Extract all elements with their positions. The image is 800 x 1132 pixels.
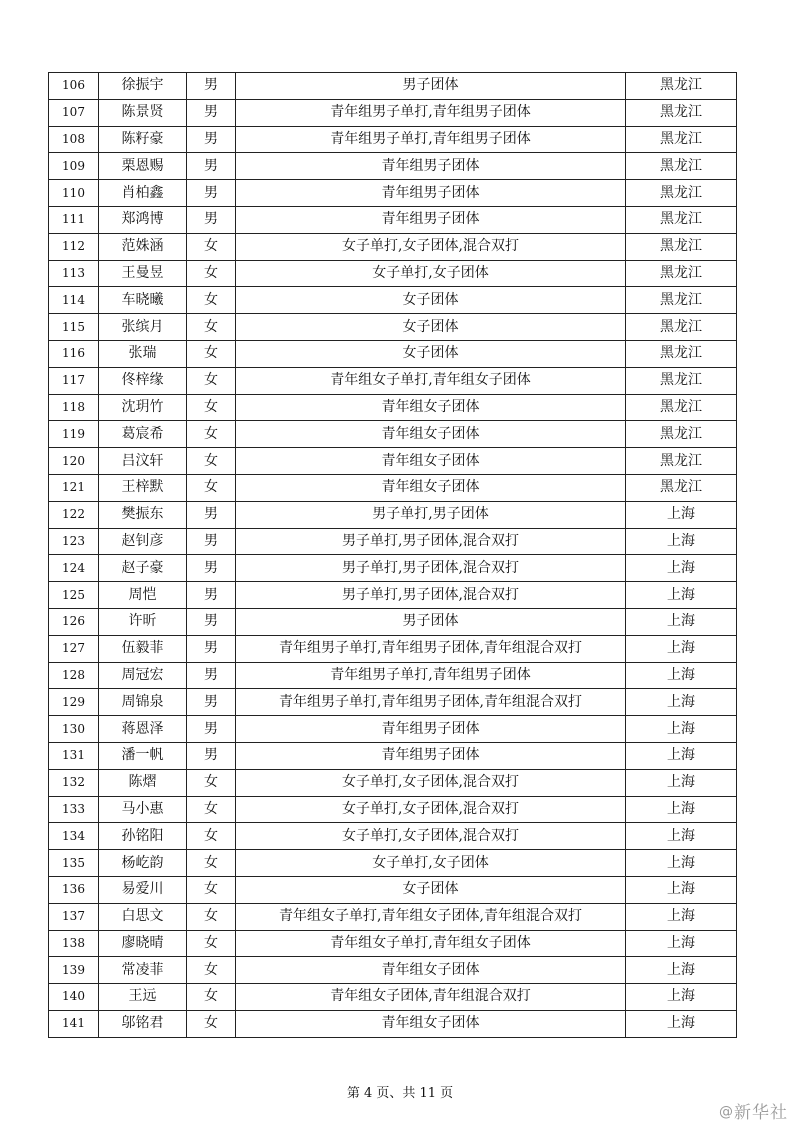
events-cell: 青年组女子单打,青年组女子团体: [236, 930, 626, 957]
row-number-cell: 138: [49, 930, 99, 957]
row-number-cell: 131: [49, 742, 99, 769]
events-cell: 女子团体: [236, 876, 626, 903]
athlete-name-cell: 王梓默: [99, 474, 187, 501]
events-cell: 青年组女子团体: [236, 421, 626, 448]
athlete-name-cell: 葛宸希: [99, 421, 187, 448]
events-cell: 青年组男子团体: [236, 716, 626, 743]
region-cell: 上海: [626, 796, 737, 823]
gender-cell: 女: [187, 930, 236, 957]
events-cell: 女子单打,女子团体,混合双打: [236, 769, 626, 796]
table-row: [49, 876, 737, 903]
region-cell: 黑龙江: [626, 474, 737, 501]
table-row: [49, 73, 737, 100]
athlete-name-cell: 张瑞: [99, 340, 187, 367]
region-cell: 上海: [626, 528, 737, 555]
row-number-cell: 125: [49, 582, 99, 609]
region-cell: 上海: [626, 555, 737, 582]
region-cell: 黑龙江: [626, 394, 737, 421]
table-row: [49, 260, 737, 287]
row-number-cell: 110: [49, 180, 99, 207]
region-cell: 上海: [626, 823, 737, 850]
events-cell: 男子单打,男子团体,混合双打: [236, 582, 626, 609]
row-number-cell: 129: [49, 689, 99, 716]
row-number-cell: 133: [49, 796, 99, 823]
events-cell: 青年组女子团体: [236, 1010, 626, 1037]
region-cell: 上海: [626, 984, 737, 1011]
row-number-cell: 128: [49, 662, 99, 689]
row-number-cell: 113: [49, 260, 99, 287]
table-row: [49, 742, 737, 769]
gender-cell: 男: [187, 501, 236, 528]
region-cell: 上海: [626, 608, 737, 635]
row-number-cell: 140: [49, 984, 99, 1011]
gender-cell: 男: [187, 608, 236, 635]
table-row: [49, 367, 737, 394]
athlete-name-cell: 王曼昱: [99, 260, 187, 287]
events-cell: 青年组男子单打,青年组男子团体,青年组混合双打: [236, 689, 626, 716]
athlete-name-cell: 陈景贤: [99, 99, 187, 126]
page-footer: 第 4 页、共 11 页: [346, 1086, 454, 1101]
events-cell: 男子团体: [236, 608, 626, 635]
row-number-cell: 127: [49, 635, 99, 662]
region-cell: 上海: [626, 850, 737, 877]
gender-cell: 女: [187, 903, 236, 930]
gender-cell: 女: [187, 260, 236, 287]
athlete-name-cell: 吕汶轩: [99, 448, 187, 475]
row-number-cell: 118: [49, 394, 99, 421]
gender-cell: 女: [187, 474, 236, 501]
events-cell: 青年组男子团体: [236, 742, 626, 769]
athlete-name-cell: 樊振东: [99, 501, 187, 528]
gender-cell: 男: [187, 689, 236, 716]
weibo-at-icon: @: [719, 1104, 734, 1120]
events-cell: 青年组女子团体: [236, 957, 626, 984]
roster-table: [48, 72, 737, 1038]
gender-cell: 男: [187, 73, 236, 100]
table-row: [49, 99, 737, 126]
gender-cell: 男: [187, 716, 236, 743]
gender-cell: 男: [187, 635, 236, 662]
region-cell: 黑龙江: [626, 314, 737, 341]
events-cell: 青年组男子单打,青年组男子团体: [236, 126, 626, 153]
events-cell: 青年组男子团体: [236, 206, 626, 233]
athlete-name-cell: 徐振宇: [99, 73, 187, 100]
gender-cell: 女: [187, 876, 236, 903]
athlete-name-cell: 佟梓缘: [99, 367, 187, 394]
row-number-cell: 109: [49, 153, 99, 180]
gender-cell: 女: [187, 394, 236, 421]
row-number-cell: 117: [49, 367, 99, 394]
row-number-cell: 122: [49, 501, 99, 528]
gender-cell: 女: [187, 984, 236, 1011]
events-cell: 青年组女子团体,青年组混合双打: [236, 984, 626, 1011]
athlete-name-cell: 肖柏鑫: [99, 180, 187, 207]
table-row: [49, 823, 737, 850]
gender-cell: 男: [187, 555, 236, 582]
gender-cell: 男: [187, 742, 236, 769]
events-cell: 女子单打,女子团体: [236, 850, 626, 877]
table-row: [49, 582, 737, 609]
athlete-name-cell: 张缤月: [99, 314, 187, 341]
region-cell: 黑龙江: [626, 421, 737, 448]
athlete-name-cell: 易爱川: [99, 876, 187, 903]
row-number-cell: 119: [49, 421, 99, 448]
athlete-name-cell: 赵子豪: [99, 555, 187, 582]
gender-cell: 女: [187, 850, 236, 877]
gender-cell: 女: [187, 421, 236, 448]
table-row: [49, 957, 737, 984]
athlete-name-cell: 潘一帆: [99, 742, 187, 769]
row-number-cell: 115: [49, 314, 99, 341]
region-cell: 上海: [626, 903, 737, 930]
gender-cell: 男: [187, 153, 236, 180]
region-cell: 黑龙江: [626, 233, 737, 260]
row-number-cell: 121: [49, 474, 99, 501]
events-cell: 青年组男子单打,青年组男子团体: [236, 99, 626, 126]
athlete-name-cell: 周冠宏: [99, 662, 187, 689]
region-cell: 上海: [626, 582, 737, 609]
events-cell: 男子单打,男子团体: [236, 501, 626, 528]
events-cell: 青年组男子单打,青年组男子团体,青年组混合双打: [236, 635, 626, 662]
region-cell: 黑龙江: [626, 206, 737, 233]
table-row: [49, 796, 737, 823]
events-cell: 青年组男子团体: [236, 180, 626, 207]
table-row: [49, 555, 737, 582]
events-cell: 青年组女子团体: [236, 448, 626, 475]
events-cell: 青年组男子团体: [236, 153, 626, 180]
athlete-name-cell: 邬铭君: [99, 1010, 187, 1037]
gender-cell: 男: [187, 180, 236, 207]
table-row: [49, 608, 737, 635]
gender-cell: 男: [187, 126, 236, 153]
events-cell: 女子团体: [236, 287, 626, 314]
gender-cell: 女: [187, 287, 236, 314]
table-row: [49, 635, 737, 662]
events-cell: 女子单打,女子团体,混合双打: [236, 233, 626, 260]
events-cell: 青年组女子单打,青年组女子团体,青年组混合双打: [236, 903, 626, 930]
gender-cell: 女: [187, 823, 236, 850]
events-cell: 男子单打,男子团体,混合双打: [236, 528, 626, 555]
region-cell: 黑龙江: [626, 180, 737, 207]
athlete-name-cell: 周锦泉: [99, 689, 187, 716]
events-cell: 男子团体: [236, 73, 626, 100]
athlete-name-cell: 赵钊彦: [99, 528, 187, 555]
region-cell: 上海: [626, 742, 737, 769]
region-cell: 上海: [626, 689, 737, 716]
events-cell: 青年组男子单打,青年组男子团体: [236, 662, 626, 689]
table-row: [49, 340, 737, 367]
table-row: [49, 180, 737, 207]
gender-cell: 男: [187, 206, 236, 233]
table-row: [49, 689, 737, 716]
row-number-cell: 130: [49, 716, 99, 743]
gender-cell: 女: [187, 448, 236, 475]
athlete-name-cell: 沈玥竹: [99, 394, 187, 421]
region-cell: 上海: [626, 1010, 737, 1037]
region-cell: 上海: [626, 635, 737, 662]
gender-cell: 男: [187, 99, 236, 126]
region-cell: 上海: [626, 876, 737, 903]
events-cell: 青年组女子团体: [236, 474, 626, 501]
gender-cell: 女: [187, 314, 236, 341]
row-number-cell: 114: [49, 287, 99, 314]
events-cell: 青年组女子单打,青年组女子团体: [236, 367, 626, 394]
athlete-name-cell: 范姝涵: [99, 233, 187, 260]
row-number-cell: 134: [49, 823, 99, 850]
region-cell: 上海: [626, 662, 737, 689]
gender-cell: 男: [187, 582, 236, 609]
events-cell: 女子单打,女子团体,混合双打: [236, 823, 626, 850]
watermark-text: 新华社: [734, 1103, 788, 1123]
athlete-name-cell: 栗恩赐: [99, 153, 187, 180]
row-number-cell: 141: [49, 1010, 99, 1037]
gender-cell: 女: [187, 769, 236, 796]
athlete-name-cell: 廖晓晴: [99, 930, 187, 957]
region-cell: 黑龙江: [626, 126, 737, 153]
row-number-cell: 106: [49, 73, 99, 100]
events-cell: 女子单打,女子团体: [236, 260, 626, 287]
table-row: [49, 501, 737, 528]
table-row: [49, 287, 737, 314]
gender-cell: 女: [187, 340, 236, 367]
events-cell: 男子单打,男子团体,混合双打: [236, 555, 626, 582]
roster-body: [49, 73, 737, 1038]
row-number-cell: 136: [49, 876, 99, 903]
athlete-name-cell: 孙铭阳: [99, 823, 187, 850]
row-number-cell: 120: [49, 448, 99, 475]
region-cell: 黑龙江: [626, 448, 737, 475]
table-row: [49, 233, 737, 260]
athlete-name-cell: 陈籽豪: [99, 126, 187, 153]
events-cell: 青年组女子团体: [236, 394, 626, 421]
region-cell: 上海: [626, 769, 737, 796]
athlete-name-cell: 车晓曦: [99, 287, 187, 314]
gender-cell: 女: [187, 367, 236, 394]
table-row: [49, 769, 737, 796]
table-row: [49, 474, 737, 501]
table-row: [49, 206, 737, 233]
table-row: [49, 850, 737, 877]
region-cell: 上海: [626, 501, 737, 528]
table-row: [49, 903, 737, 930]
table-row: [49, 528, 737, 555]
gender-cell: 女: [187, 957, 236, 984]
gender-cell: 女: [187, 796, 236, 823]
row-number-cell: 132: [49, 769, 99, 796]
athlete-name-cell: 伍毅菲: [99, 635, 187, 662]
region-cell: 黑龙江: [626, 367, 737, 394]
row-number-cell: 139: [49, 957, 99, 984]
athlete-name-cell: 郑鸿博: [99, 206, 187, 233]
athlete-name-cell: 常凌菲: [99, 957, 187, 984]
table-row: [49, 716, 737, 743]
events-cell: 女子团体: [236, 340, 626, 367]
region-cell: 黑龙江: [626, 99, 737, 126]
region-cell: 上海: [626, 930, 737, 957]
table-row: [49, 394, 737, 421]
table-row: [49, 662, 737, 689]
athlete-name-cell: 杨屹韵: [99, 850, 187, 877]
row-number-cell: 124: [49, 555, 99, 582]
table-row: [49, 930, 737, 957]
row-number-cell: 126: [49, 608, 99, 635]
table-row: [49, 126, 737, 153]
events-cell: 女子团体: [236, 314, 626, 341]
athlete-name-cell: 马小惠: [99, 796, 187, 823]
region-cell: 上海: [626, 957, 737, 984]
row-number-cell: 112: [49, 233, 99, 260]
region-cell: 黑龙江: [626, 340, 737, 367]
gender-cell: 男: [187, 662, 236, 689]
table-row: [49, 314, 737, 341]
table-row: [49, 984, 737, 1011]
row-number-cell: 111: [49, 206, 99, 233]
table-row: [49, 1010, 737, 1037]
region-cell: 黑龙江: [626, 73, 737, 100]
row-number-cell: 108: [49, 126, 99, 153]
events-cell: 女子单打,女子团体,混合双打: [236, 796, 626, 823]
athlete-name-cell: 蒋恩泽: [99, 716, 187, 743]
table-row: [49, 421, 737, 448]
gender-cell: 女: [187, 1010, 236, 1037]
row-number-cell: 135: [49, 850, 99, 877]
gender-cell: 女: [187, 233, 236, 260]
row-number-cell: 137: [49, 903, 99, 930]
row-number-cell: 116: [49, 340, 99, 367]
gender-cell: 男: [187, 528, 236, 555]
region-cell: 黑龙江: [626, 260, 737, 287]
region-cell: 黑龙江: [626, 287, 737, 314]
row-number-cell: 123: [49, 528, 99, 555]
region-cell: 上海: [626, 716, 737, 743]
row-number-cell: 107: [49, 99, 99, 126]
athlete-name-cell: 白思文: [99, 903, 187, 930]
athlete-name-cell: 陈熠: [99, 769, 187, 796]
watermark: [719, 1098, 788, 1123]
athlete-name-cell: 周恺: [99, 582, 187, 609]
table-row: [49, 448, 737, 475]
region-cell: 黑龙江: [626, 153, 737, 180]
table-row: [49, 153, 737, 180]
athlete-name-cell: 许昕: [99, 608, 187, 635]
athlete-name-cell: 王远: [99, 984, 187, 1011]
